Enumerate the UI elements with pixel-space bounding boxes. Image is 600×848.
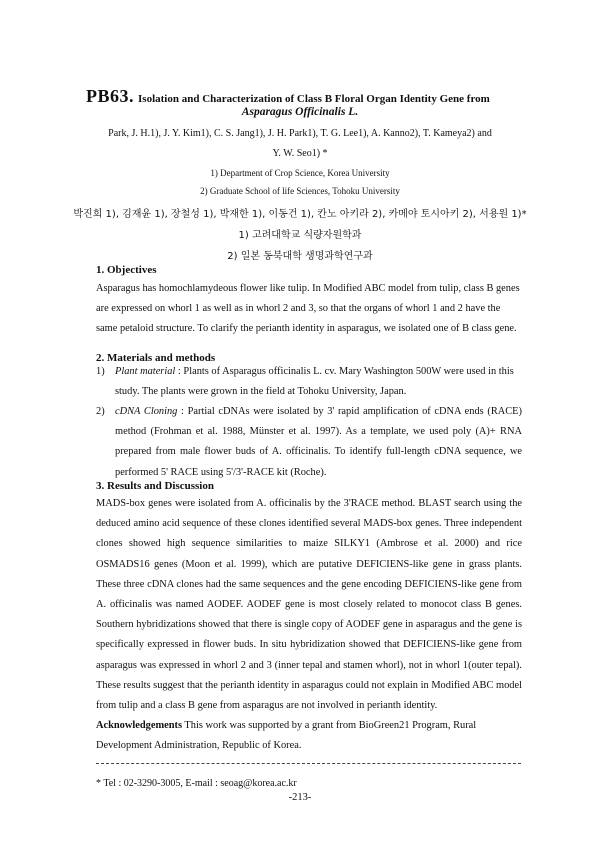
title-line1: Isolation and Characterization of Class B Floral Organ Identity Gene from	[138, 93, 490, 105]
title-line2: Asparagus Officinalis L.	[241, 106, 359, 118]
results-text: MADS-box genes were isolated from A. officinalis by the 3'RACE method. BLAST search using the deduced amino acid sequence of these clones identified several MADS-box genes. Three independent clones showed high sequence similarities to maize SILKY1 (Ambrose et al. 2000) and rice OSMADS16 genes (Moon et al. 1999), which are putative DEFICIENS-like gene in grass plants. These three cDNA clones had the same sequences and the gene encoding DEFICIENS-like gene from A. officinalis was named AODEF. AODEF gene is most closely related to monocot class B genes. Southern hybridizations showed that there is single copy of AODEF gene in asparagus and the gene is specifically expressed in flower buds. In situ hybridization showed that DEFICIENS-like gene from asparagus was expressed in whorl 2 and 3 (inner tepal and stamen whorl), not in whorl 1(outer tepal). These results suggest that the perianth identity in asparagus could not explain in Modified ABC model from tulip and a class B gene from asparagus are not involved in perianth identity.	[96, 498, 522, 712]
abstract-code: PB63.	[86, 86, 135, 106]
authors-line2: Y. W. Seo1) *	[272, 148, 328, 159]
affiliation-2: 2) Graduate School of life Sciences, Tohoku University	[200, 186, 400, 196]
footer-divider	[96, 763, 521, 764]
footer-contact: * Tel : 02-3290-3005, E-mail : seoag@korea.ac.kr	[96, 778, 297, 789]
acknowledgements-text: This work was supported by a grant from BioGreen21 Program, Rural Development Administration, Republic of Korea.	[96, 720, 477, 752]
authors-line1: Park, J. H.1), J. Y. Kim1), C. S. Jang1), J. H. Park1), T. G. Lee1), A. Kanno2), T. Kameya2) and	[108, 128, 492, 139]
results-heading: 3. Results and Discussion	[96, 480, 214, 492]
korean-authors: 박진희 1), 김재윤 1), 장철성 1), 박재한 1), 이동건 1), 칸노 아키라 2), 카메야 토시아키 2), 서용원 1)*	[73, 209, 527, 220]
objectives-text: Asparagus has homochlamydeous flower like tulip. In Modified ABC model from tulip, class B genes are expressed on whorl 1 as well as in whorl 2 and 3, so that the organs of whorl 1 and 2 have the same petaloid structure. To clarify the perianth identity in asparagus, we isolated one of B class gene.	[96, 283, 520, 335]
method-2-label: cDNA Cloning	[115, 406, 178, 417]
korean-affiliation-2: 2) 일본 동북대학 생명과학연구과	[227, 251, 373, 262]
method-1-text: : Plants of Asparagus officinalis L. cv. Mary Washington 500W were used in this study. The plants were grown in the field at Tohoku University, Japan.	[115, 366, 514, 398]
method-2-paragraph	[115, 402, 522, 483]
objectives-heading: 1. Objectives	[96, 264, 157, 276]
method-2-number: 2)	[96, 406, 105, 417]
method-1-paragraph	[115, 362, 522, 402]
method-1-number: 1)	[96, 366, 105, 377]
method-2-text: : Partial cDNAs were isolated by 3' rapid amplification of cDNA ends (RACE) method (Frohman et al. 1988, Münster et al. 1997). As a template, we used poly (A)+ RNA prepared from male flower buds of A. officinalis. To identify full-length cDNA sequence, we performed 5' RACE using 5'/3'-RACE kit (Roche).	[115, 406, 522, 478]
affiliation-1: 1) Department of Crop Science, Korea University	[210, 168, 390, 178]
acknowledgements-paragraph	[96, 716, 522, 756]
methods-heading: 2. Materials and methods	[96, 352, 216, 364]
title-row	[86, 86, 556, 107]
method-1-label: Plant material	[115, 366, 176, 377]
korean-affiliation-1: 1) 고려대학교 식량자원학과	[238, 230, 362, 241]
acknowledgements-label: Acknowledgements	[96, 720, 183, 731]
page-number: -213-	[288, 792, 312, 803]
